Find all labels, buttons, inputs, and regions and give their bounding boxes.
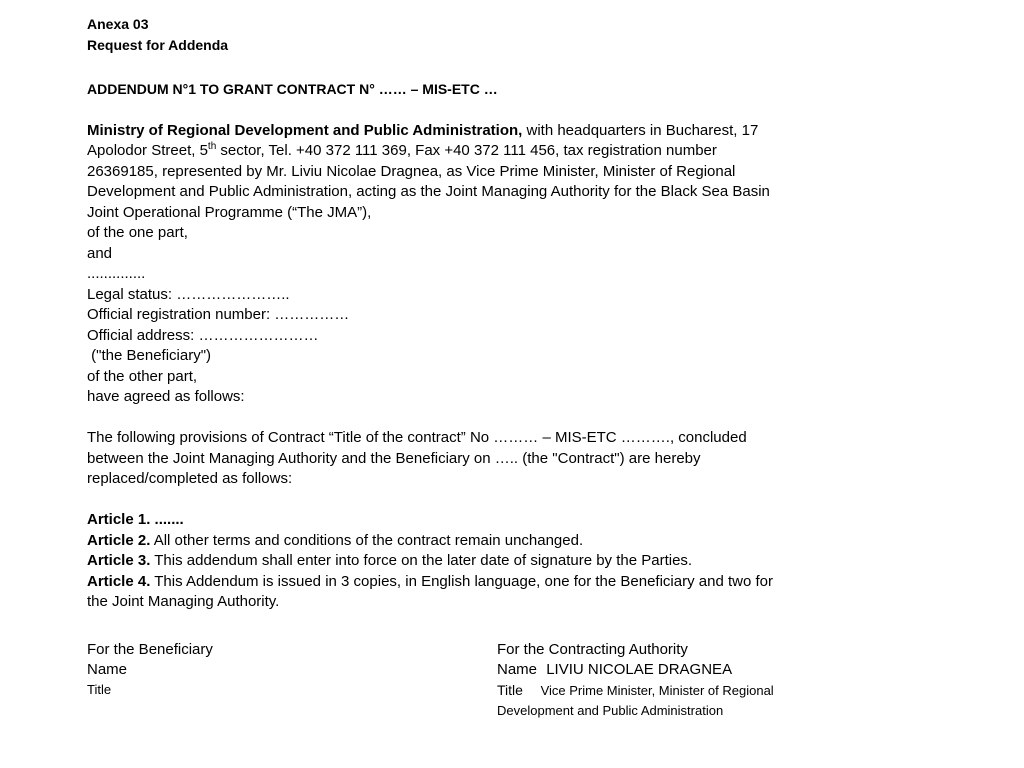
party1-name: Ministry of Regional Development and Public Administration, [87,121,523,139]
addendum-title: ADDENDUM N°1 TO GRANT CONTRACT N° …… – MIS-ETC … [87,81,498,97]
article-3-label: Article 3. [87,552,151,569]
party1-part: of the one part, [87,224,188,241]
article-4-label: Article 4. [87,572,151,590]
beneficiary-title-label: Title [87,682,112,697]
official-address: Official address: …………………… [87,326,319,344]
beneficiary-heading: For the Beneficiary [87,641,213,658]
article-4-continued: the Joint Managing Authority. [87,593,280,610]
beneficiary-name-label: Name [87,661,128,678]
authority-title-label: Title [497,682,523,698]
article-2-label: Article 2. [87,531,151,549]
article-3 [87,551,807,572]
provisions-line-2: between the Joint Managing Authority and the Beneficiary on ….. (the "Contract") are hereby [87,449,701,467]
authority-name-row [497,660,827,680]
beneficiary-alias: ("the Beneficiary") [87,347,212,364]
party1-line-5: Joint Operational Programme (“The JMA”), [87,203,372,221]
agreed-text: have agreed as follows: [87,388,245,405]
beneficiary-signature-block [87,640,467,700]
party1-text-1: with headquarters in Bucharest, 17 [522,121,759,139]
spacer [87,408,807,429]
authority-name-value: LIVIU NICOLAE DRAGNEA [546,661,733,678]
article-3-text: This addendum shall enter into force on the later date of signature by the Parties. [150,552,693,569]
authority-title-value-1: Vice Prime Minister, Minister of Regional [540,683,774,698]
authority-title-row [497,680,827,701]
party1-line-3: 26369185, represented by Mr. Liviu Nicolae Dragnea, as Vice Prime Minister, Minister of Regional [87,162,736,180]
party2-dots: .............. [87,265,146,282]
party1-line-4: Development and Public Administration, acting as the Joint Managing Authority for the Black Sea Basin [87,183,770,200]
spacer [87,490,807,511]
provisions-line-1: The following provisions of Contract “Title of the contract” No ……… – MIS-ETC ………., concluded [87,429,747,446]
official-registration: Official registration number: …………… [87,306,350,323]
party2-part: of the other part, [87,367,198,385]
and-text: and [87,244,113,262]
request-label: Request for Addenda [87,37,229,53]
article-1 [87,510,807,531]
authority-name-label: Name [497,661,538,678]
article-4 [87,572,807,593]
document-body [87,14,807,613]
article-2 [87,531,807,552]
party1-text-2a: Apolodor Street, 5 [87,142,208,159]
annex-label: Anexa 03 [87,16,149,32]
article-2-text: All other terms and conditions of the contract remain unchanged. [150,531,584,549]
superscript-th: th [207,141,217,152]
provisions-line-3: replaced/completed as follows: [87,470,293,487]
article-1-label: Article 1. [87,511,151,528]
article-4-text: This Addendum is issued in 3 copies, in English language, one for the Beneficiary and two for [150,572,773,590]
party1-line-2 [87,141,807,162]
article-1-text: ....... [150,511,184,528]
authority-title-value-2: Development and Public Administration [497,703,724,718]
party1-text-2b: sector, Tel. +40 372 111 369, Fax +40 372 111 456, tax registration number [216,142,717,159]
authority-signature-block [497,640,827,721]
legal-status: Legal status: ………………….. [87,285,290,303]
authority-heading: For the Contracting Authority [497,641,688,658]
spacer [87,100,807,121]
party1-line-1 [87,121,807,142]
